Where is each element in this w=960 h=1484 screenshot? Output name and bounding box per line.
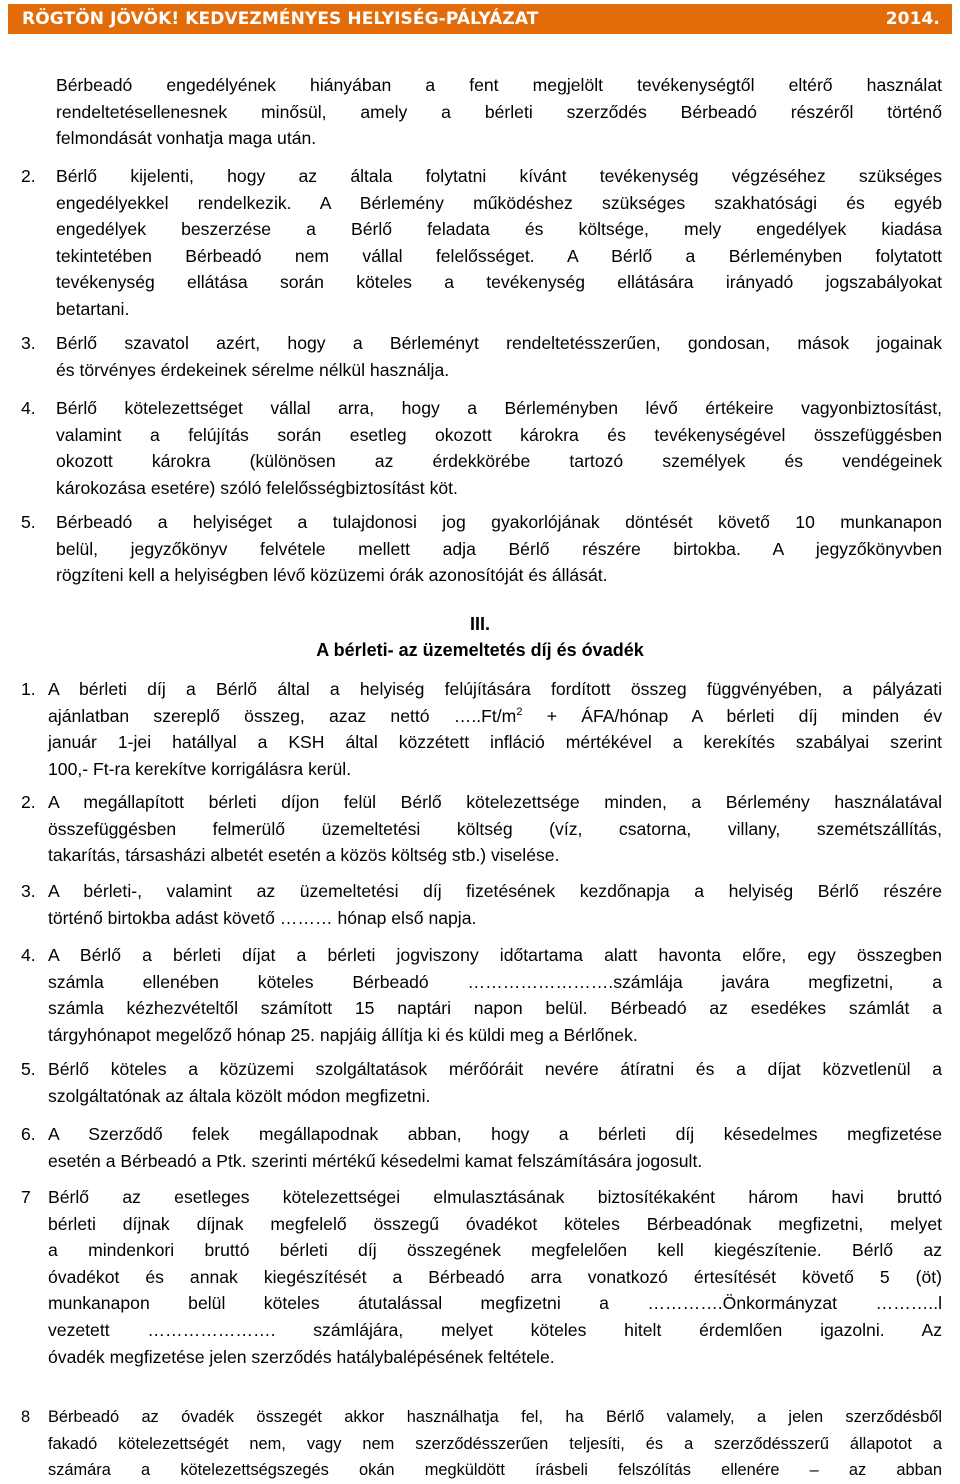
text-line: Bérbeadó a helyiséget a tulajdonosi jog gyakorlójának döntését követő 10 munkanapon	[56, 512, 942, 532]
paragraph-intro	[56, 72, 942, 152]
text-line: számla ellenében köteles Bérbeadó …………………….számlája javára megfizetni, a	[48, 971, 942, 992]
paragraph-fee-1	[48, 676, 942, 782]
item-number: 4.	[21, 398, 36, 418]
item-number: 2.	[21, 792, 36, 812]
text-line: Bérlő köteles a közüzemi szolgáltatások mérőóráit nevére átíratni és a díjat közvetlenül a	[48, 1059, 942, 1079]
text-line: összefüggésben felmerülő üzemeltetési költség (víz, csatorna, villany, szemétszállítás,	[48, 818, 942, 839]
paragraph-item-4	[56, 395, 942, 501]
item-number: 4.	[21, 945, 36, 965]
text-line: Bérlő szavatol azért, hogy a Bérleményt rendeltetésszerűen, gondosan, mások jogainak	[56, 333, 942, 353]
item-number: 5.	[21, 1059, 36, 1079]
text-line: A bérleti-, valamint az üzemeltetési díj fizetésének kezdőnapja a helyiség Bérlő részére	[48, 881, 942, 901]
text-line: és törvényes érdekeinek sérelme nélkül használja.	[56, 359, 450, 380]
text-line: fakadó kötelezettségét nem, vagy nem szerződésszerűen teljesíti, és a szerződésszerű állapotot a	[48, 1434, 942, 1453]
text-line: vezetett …………………. számlájára, melyet köteles hitelt érdemlően igazolni. Az	[48, 1319, 942, 1340]
superscript: 2	[516, 705, 523, 718]
text-line: számla kézhezvételtől számított 15 naptári napon belül. Bérbeadó az esedékes számlát a	[48, 998, 942, 1019]
text-line: valamint a felújítás során esetleg okozott károkra és tevékenységével összefüggésben	[56, 424, 942, 445]
text-line-with-unit	[48, 703, 942, 730]
section-title: A bérleti- az üzemeltetés díj és óvadék	[316, 640, 644, 660]
text-line: Bérbeadó engedélyének hiányában a fent megjelölt tevékenységtől eltérő használat	[56, 75, 942, 95]
text-line: okozott károkra (különösen az érdekkörébe tartozó személyek és vendégeinek	[56, 451, 942, 472]
text-line: Bérlő kijelenti, hogy az általa folytatni kívánt tevékenység végzéséhez szükséges	[56, 166, 942, 186]
text-line: számára a kötelezettségszegés okán megküldött írásbeli felszólítás ellenére – az abban	[48, 1461, 942, 1480]
paragraph-fee-8	[48, 1404, 942, 1484]
text-line: munkanapon belül köteles átutalással megfizetni a ………….Önkormányzat ………..l	[48, 1293, 942, 1314]
item-number: 5.	[21, 512, 36, 532]
paragraph-fee-2	[48, 789, 942, 869]
text-line: felmondását vonhatja maga után.	[56, 128, 317, 149]
section-number: III.	[469, 614, 490, 634]
header-year: 2014.	[885, 9, 940, 29]
item-number: 6.	[21, 1124, 36, 1144]
text-line: óvadék megfizetése jelen szerződés hatálybalépésének feltétele.	[48, 1346, 555, 1367]
item-number: 7	[21, 1187, 31, 1207]
text-line: 100,- Ft-ra kerekítve korrigálásra kerül.	[48, 758, 352, 779]
text-line: tárgyhónapot megelőző hónap 25. napjáig állítja ki és küldi meg a Bérlőnek.	[48, 1024, 638, 1045]
text-line: rendeltetésellenesnek minősül, amely a bérleti szerződés Bérbeadó részéről történő	[56, 101, 942, 122]
paragraph-fee-4	[48, 942, 942, 1048]
text-line: engedélyekkel rendelkezik. A Bérlemény működéshez szükséges szakhatósági és egyéb	[56, 192, 942, 213]
text-line: A megállapított bérleti díjon felül Bérlő kötelezettsége minden, a Bérlemény használatával	[48, 792, 942, 812]
paragraph-fee-7	[48, 1184, 942, 1370]
paragraph-item-3	[56, 330, 942, 383]
text-line: tevékenység ellátása során köteles a tevékenység ellátására irányadó jogszabályokat	[56, 272, 942, 293]
text-line: a mindenkori bruttó bérleti díj összegének megfelelően kell kiegészítenie. Bérlő az	[48, 1240, 942, 1261]
text-line: szolgáltatónak az általa közölt módon megfizetni.	[48, 1085, 431, 1106]
item-number: 1.	[21, 679, 36, 699]
item-number: 3.	[21, 333, 36, 353]
text-line: A Bérlő a bérleti díjat a bérleti jogviszony időtartama alatt havonta előre, egy összegben	[48, 945, 942, 965]
text-line: január 1-jei hatállyal a KSH által közzétett infláció mértékével a kerekítés szabályai szerint	[48, 732, 942, 753]
paragraph-fee-3	[48, 878, 942, 931]
text-line: engedélyek beszerzése a Bérlő feladata és költsége, mely engedélyek kiadása	[56, 219, 942, 240]
item-number: 8	[21, 1408, 31, 1426]
item-number: 3.	[21, 881, 36, 901]
paragraph-item-5	[56, 509, 942, 589]
text-line: Bérlő kötelezettséget vállal arra, hogy a Bérleményben lévő értékeire vagyonbiztosítást,	[56, 398, 942, 418]
text-line: Bérbeadó az óvadék összegét akkor használhatja fel, ha Bérlő valamely, a jelen szerződésből	[48, 1408, 942, 1426]
text-line: károkozása esetére) szóló felelősségbiztosítást köt.	[56, 477, 458, 498]
text-line: rögzíteni kell a helyiségben lévő közüzemi órák azonosítóját és állását.	[56, 565, 608, 586]
text-line: Bérlő az esetleges kötelezettségei elmulasztásának biztosítékaként három havi bruttó	[48, 1187, 942, 1207]
text-line: esetén a Bérbeadó a Ptk. szerinti mértékű késedelmi kamat felszámítására jogosult.	[48, 1150, 703, 1171]
text-line: belül, jegyzőkönyv felvétele mellett adja Bérlő részére birtokba. A jegyzőkönyvben	[56, 538, 942, 559]
text-segment: + ÁFA/hónap A bérleti díj minden év	[522, 705, 942, 726]
text-line: A bérleti díj a Bérlő által a helyiség felújítására fordított összeg függvényében, a pályázati	[48, 679, 942, 699]
paragraph-fee-5	[48, 1056, 942, 1109]
text-line: tekintetében Bérbeadó nem vállal felelősséget. A Bérlő a Bérleményben folytatott	[56, 245, 942, 266]
text-line: óvadékot és annak kiegészítését a Bérbeadó arra vonatkozó értesítését követő 5 (öt)	[48, 1266, 942, 1287]
text-line: takarítás, társasházi albetét esetén a közös költség stb.) viselése.	[48, 845, 560, 866]
header-title: RÖGTÖN JÖVÖK! KEDVEZMÉNYES HELYISÉG-PÁLYÁZAT	[22, 9, 539, 29]
text-line: betartani.	[56, 298, 130, 319]
paragraph-fee-6	[48, 1121, 942, 1174]
paragraph-item-2	[56, 163, 942, 323]
text-segment: ajánlatban szereplő összeg, azaz nettó …..Ft/m	[48, 705, 517, 726]
item-number: 2.	[21, 166, 36, 186]
text-line: bérleti díjnak díjnak megfelelő összegű óvadékot köteles Bérbeadónak megfizetni, melyet	[48, 1213, 942, 1234]
text-line: A Szerződő felek megállapodnak abban, hogy a bérleti díj késedelmes megfizetése	[48, 1124, 942, 1144]
text-line: történő birtokba adást követő ……… hónap első napja.	[48, 907, 477, 928]
